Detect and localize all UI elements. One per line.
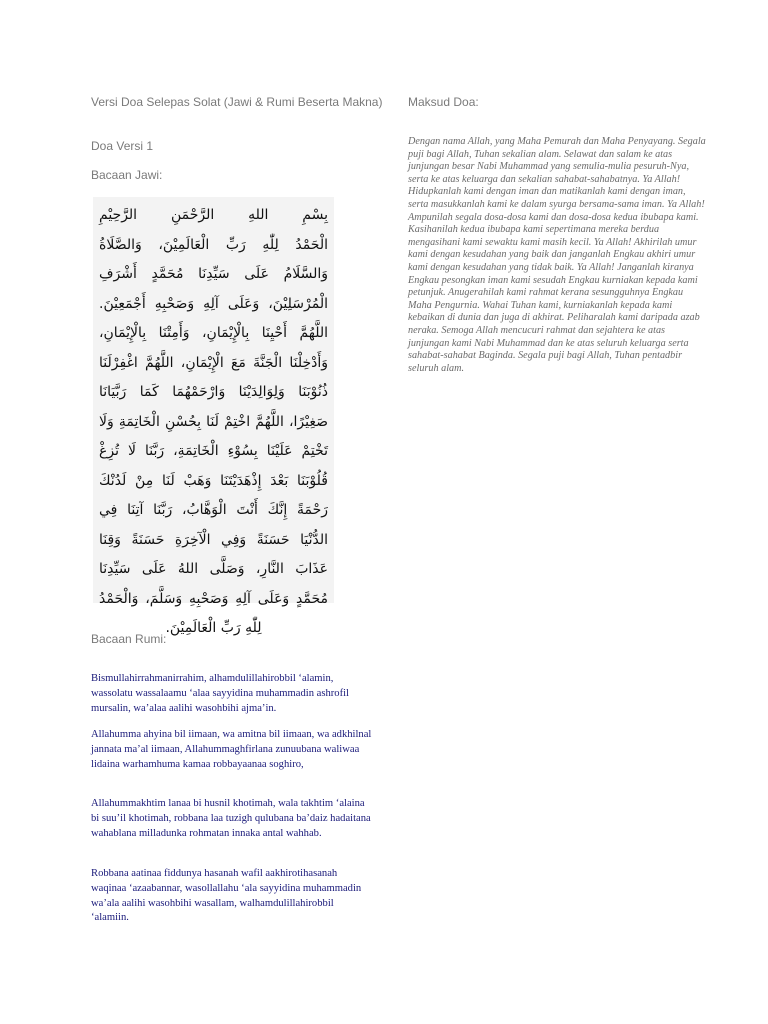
rumi-paragraph: Allahummakhtim lanaa bi husnil khotimah, wala takhtim ‘alaina bi suu’il khotimah, robbana laa tuzigh qulubana ba’daiz hadaitana wahablana milladunka rohmatan innaka antal wahhab. [91,798,371,839]
jawi-line: عَذَابَ النَّارِ، وَصَلَّى اللهُ عَلَى سَيِّدِنَا [99,561,328,577]
jawi-line: رَحْمَةً إِنَّكَ أَنْتَ الْوَهَّابُ، رَبَّنَا آتِنَا فِي [99,502,328,518]
rumi-paragraph: Bismullahirrahmanirrahim, alhamdulillahirobbil ‘alamin, wassolatu wassalaamu ‘alaa sayyidina muhammadin ashrofil mursalin, wa’alaa aalihi wasohbihi ajma’in. [91,673,350,714]
jawi-text-image [93,197,334,636]
jawi-line: تَخْتِمْ عَلَيْنَا بِسُوْءِ الْخَاتِمَةِ، رَبَّنَا لَا تُزِغْ [99,443,328,459]
jawi-line: صَغِيْرًا، اللَّهُمَّ اخْتِمْ لَنَا بِحُسْنِ الْخَاتِمَةِ وَلَا [99,413,328,430]
page-title: Versi Doa Selepas Solat (Jawi & Rumi Beserta Makna) [91,95,383,109]
jawi-line: الْمُرْسَلِيْنَ، وَعَلَى آلِهِ وَصَحْبِهِ أَجْمَعِيْنَ. [99,295,328,312]
meaning-text: Dengan nama Allah, yang Maha Pemurah dan Maha Penyayang. Segala puji bagi Allah, Tuhan sekalian alam. Selawat dan salam ke atas junjungan besar Nabi Muhammad yang semulia-mulia pesuruh-Nya, serta ke atas keluarga dan sekalian sahabat-sahabatnya. Ya Allah! Hidupkanlah kami dengan iman dan matikanlah kami dengan iman, serta masukkanlah kami ke dalam syurga bersama-sama iman. Ya Allah! Ampunilah segala dosa-dosa kami dan dosa-dosa kedua ibubapa kami. Kasihanilah kedua ibubapa kami sepertimana mereka berdua mengasihani kami sewaktu kami masih kecil. Ya Allah! Akhirilah umur kami dengan kesudahan yang baik dan janganlah Engkau akhiri umur kami dengan kesudahan yang tidak baik. Ya Allah! Janganlah kiranya Engkau pesongkan iman kami sesudah Engkau kurniakan kepada kami petunjuk. Anugerahilah kami rahmat kerana sesungguhnya Engkau Maha Pengurnia. Wahai Tuhan kami, kurniakanlah kepada kami kebaikan di dunia dan juga di akhirat. Peliharalah kami daripada azab neraka. Semoga Allah mencucuri rahmat dan sejahtera ke atas junjungan kami Nabi Muhammad dan ke atas seluruh keluarga serta sahabat-sahabat Baginda. Segala puji bagi Allah, Tuhan pentadbir seluruh alam. [408,136,706,374]
rumi-paragraph: Allahumma ahyina bil iimaan, wa amitna bil iimaan, wa adkhilnal jannata ma’al iimaan, Allahummaghfirlana zunuubana waliwaa lidaina warhamhuma kamaa robbayaanaa soghiro, [91,729,372,770]
jawi-line: اللَّهُمَّ أَحْيِنَا بِالْإِيْمَانِ، وَأَمِتْنَا بِالْإِيْمَانِ، [99,325,328,341]
jawi-section-label: Bacaan Jawi: [91,168,163,182]
version-heading: Doa Versi 1 [91,139,154,153]
jawi-line: قُلُوْبَنَا بَعْدَ إِذْهَدَيْتَنَا وَهَبْ لَنَا مِنْ لَدُنْكَ [99,472,328,489]
meaning-section-label: Maksud Doa: [408,95,479,109]
jawi-line: بِسْمِ اللهِ الرَّحْمَنِ الرَّحِيْمِ [99,207,328,223]
jawi-line: الدُّنْيَا حَسَنَةً وَفِي الْآخِرَةِ حَسَنَةً وَقِنَا [99,531,328,548]
jawi-line: ذُنُوْبَنَا وَلِوَالِدَيْنَا وَارْحَمْهُمَا كَمَا رَبَّيَانَا [99,384,328,400]
rumi-section-label: Bacaan Rumi: [91,632,167,646]
jawi-line: وَأَدْخِلْنَا الْجَنَّةَ مَعَ الْإِيْمَانِ، اللَّهُمَّ اغْفِرْلَنَا [99,354,328,371]
jawi-line: وَالسَّلَامُ عَلَى سَيِّدِنَا مُحَمَّدٍ أَشْرَفِ [99,266,328,282]
rumi-paragraph: Robbana aatinaa fiddunya hasanah wafil aakhirotihasanah waqinaa ‘azaabannar, wasollallahu ‘ala sayyidina muhammadin wa’ala aalihi wasohbihi wasallam, walhamdulillahirobbil ‘alamiin. [91,868,362,924]
jawi-line: مُحَمَّدٍ وَعَلَى آلِهِ وَصَحْبِهِ وَسَلَّمَ، وَالْحَمْدُ [99,590,328,607]
jawi-line: لِلّٰهِ رَبِّ الْعَالَمِيْنَ. [165,620,262,636]
jawi-line: الْحَمْدُ لِلّٰهِ رَبِّ الْعَالَمِيْنَ، وَالصَّلَاةُ [99,236,328,253]
